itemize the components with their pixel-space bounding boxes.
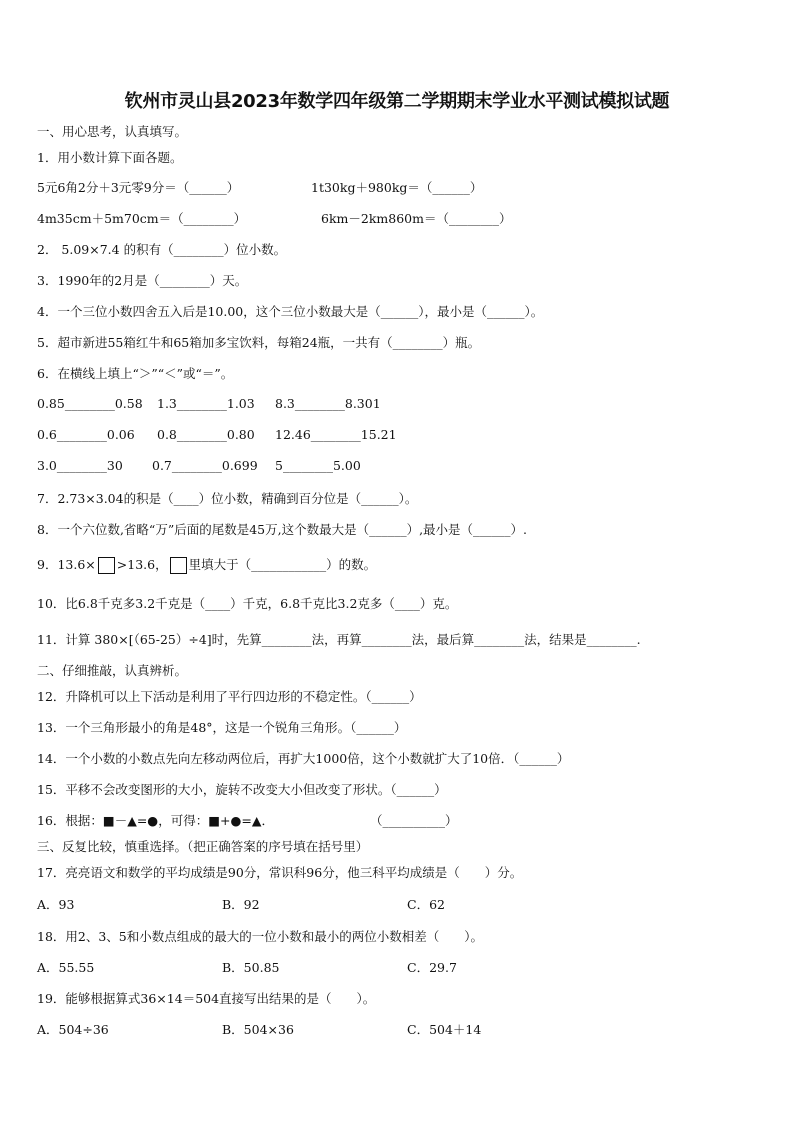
question-1-stem: 1．用小数计算下面各题。 — [37, 150, 183, 165]
compare-item: 1.3________1.03 — [157, 396, 255, 411]
question-8: 8．一个六位数,省略“万”后面的尾数是45万,这个数最大是（______）,最小是（______）. — [37, 522, 528, 537]
question-12: 12．升降机可以上下活动是利用了平行四边形的不稳定性。（______） — [37, 689, 422, 704]
answer-box — [170, 557, 187, 574]
compare-item: 5________5.00 — [275, 458, 361, 473]
compare-item: 0.7________0.699 — [152, 458, 258, 473]
question-10: 10．比6.8千克多3.2千克是（____）千克，6.8千克比3.2克多（____）克。 — [37, 596, 458, 611]
compare-item: 12.46________15.21 — [275, 427, 397, 442]
option-b: B．50.85 — [222, 960, 280, 975]
question-11: 11．计算 380×[（65-25）÷4]时，先算________法，再算________法，最后算________法，结果是________. — [37, 632, 641, 647]
option-a: A．55.55 — [37, 960, 95, 975]
question-6-stem: 6．在横线上填上“＞”“＜”或“＝”。 — [37, 366, 234, 381]
option-c: C．504＋14 — [407, 1022, 482, 1037]
answer-box — [98, 557, 115, 574]
question-17: 17．亮亮语文和数学的平均成绩是90分，常识科96分，他三科平均成绩是（ ）分。 — [37, 865, 523, 880]
question-1c: 4m35cm＋5m70cm＝（________） — [37, 211, 247, 226]
option-b: B．92 — [222, 897, 260, 912]
question-7: 7．2.73×3.04的积是（____）位小数，精确到百分位是（______）。 — [37, 491, 418, 506]
question-15: 15．平移不会改变图形的大小，旋转不改变大小但改变了形状。（______） — [37, 782, 447, 797]
section-2-heading: 二、仔细推敲，认真辨析。 — [37, 663, 188, 678]
option-b: B．504×36 — [222, 1022, 294, 1037]
compare-item: 0.8________0.80 — [157, 427, 255, 442]
option-c: C．62 — [407, 897, 445, 912]
question-1d: 6km－2km860m＝（________） — [321, 211, 512, 226]
question-18: 18．用2、3、5和小数点组成的最大的一位小数和最小的两位小数相差（ ）。 — [37, 929, 484, 944]
question-9-suffix: 里填大于（____________）的数。 — [188, 557, 377, 572]
option-a: A．504÷36 — [37, 1022, 109, 1037]
question-16-blank: （__________） — [370, 813, 458, 828]
compare-item: 8.3________8.301 — [275, 396, 381, 411]
question-2: 2． 5.09×7.4 的积有（________）位小数。 — [37, 242, 287, 257]
section-3-heading: 三、反复比较，慎重选择。（把正确答案的序号填在括号里） — [37, 839, 369, 854]
compare-item: 0.6________0.06 — [37, 427, 135, 442]
question-9 — [37, 555, 376, 574]
compare-item: 0.85________0.58 — [37, 396, 143, 411]
question-16: 16．根据：■－▲=●，可得：■+●=▲． — [37, 813, 274, 828]
question-9-middle: >13.6， — [116, 557, 168, 572]
question-14: 14．一个小数的小数点先向左移动两位后，再扩大1000倍，这个小数就扩大了10倍．（______） — [37, 751, 570, 766]
question-1a: 5元6角2分＋3元零9分＝（______） — [37, 180, 240, 195]
option-a: A．93 — [37, 897, 75, 912]
section-1-heading: 一、用心思考，认真填写。 — [37, 124, 188, 139]
question-1b: 1t30kg＋980kg＝（______） — [311, 180, 483, 195]
question-5: 5．超市新进55箱红牛和65箱加多宝饮料，每箱24瓶，一共有（________）瓶。 — [37, 335, 481, 350]
compare-item: 3.0________30 — [37, 458, 123, 473]
question-13: 13．一个三角形最小的角是48°，这是一个锐角三角形。（______） — [37, 720, 407, 735]
question-19: 19．能够根据算式36×14＝504直接写出结果的是（ ）。 — [37, 991, 376, 1006]
page-title: 钦州市灵山县2023年数学四年级第二学期期末学业水平测试模拟试题 — [124, 91, 670, 112]
option-c: C．29.7 — [407, 960, 457, 975]
question-4: 4．一个三位小数四舍五入后是10.00，这个三位小数最大是（______），最小是（______）。 — [37, 304, 544, 319]
question-3: 3．1990年的2月是（________）天。 — [37, 273, 248, 288]
question-9-prefix: 9．13.6× — [37, 557, 96, 572]
